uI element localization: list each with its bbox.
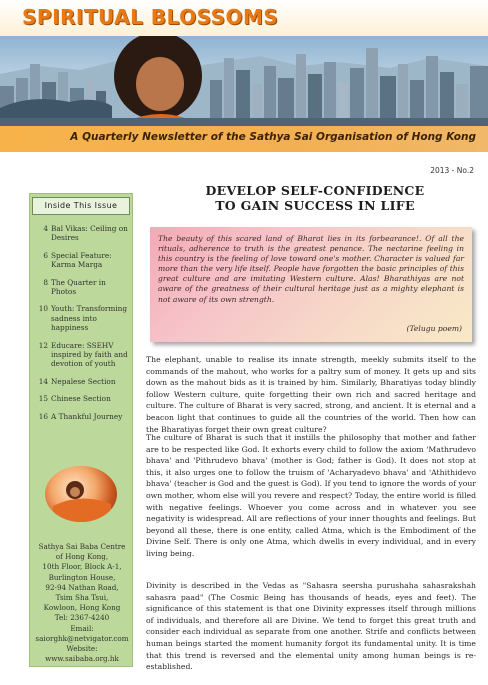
- toc-page: 8: [43, 277, 48, 287]
- poem-text: The beauty of this scared land of Bharat lies in its forbearance!. Of all the rituals, adherence to truth is the greatest penance. The nectarine feeling in this country is the feeling of love toward one's mother. Character is valued far more than the very life itself. People have forgotten the basic principles of this great culture and are imitating Western culture. Alas! Bharathiyas are not aware of the greatness of their cultural heritage just as a mighty elephant is not aware of its own strength.: [158, 234, 464, 304]
- newsletter-title: SPIRITUAL BLOSSOMS: [22, 5, 279, 29]
- poem-quote-box: [150, 227, 472, 342]
- address-line: Website:: [66, 644, 98, 654]
- subtitle-band: [0, 126, 488, 152]
- toc-label: A Thankful Journey: [51, 411, 123, 421]
- issue-number: 2013 - No.2: [430, 166, 474, 175]
- address-line: Kowloon, Hong Kong: [43, 603, 121, 613]
- title-bar: [0, 0, 488, 36]
- headline-line: TO GAIN SUCCESS IN LIFE: [215, 198, 415, 213]
- toc-label: Chinese Section: [51, 394, 111, 404]
- address-line: Sathya Sai Baba Centre: [38, 542, 126, 551]
- address-line: of Hong Kong,: [55, 552, 109, 562]
- toc-item: [36, 224, 132, 243]
- address-line: Burlington House,: [48, 572, 116, 582]
- toc-page: 6: [43, 250, 48, 260]
- toc-item: [36, 341, 132, 369]
- sidebar-photo: [45, 466, 117, 522]
- toc-item: [36, 377, 132, 386]
- inside-this-issue-label: Inside This Issue: [44, 201, 118, 210]
- newsletter-subtitle: A Quarterly Newsletter of the Sathya Sai Organisation of Hong Kong: [70, 131, 476, 143]
- email-link[interactable]: saiorghk@netvigator.com: [35, 633, 129, 643]
- toc-label: Bal Vikas: Ceiling on Desires: [51, 224, 128, 243]
- toc-page: 12: [38, 340, 48, 350]
- toc-label: Special Feature: Karma Marga: [51, 250, 112, 270]
- address-line: Tel: 2367-4240: [54, 613, 110, 623]
- article-paragraph: Divinity is described in the Vedas as "Sahasra seersha purushaha sahasrakshah sahasra paad" (The Cosmic Being has thousands of heads, eyes and feet). The significance of this statement is that one Divinity expresses itself through millions of individuals, and therefore all are Divine. We tend to forget this great truth and consider each individual as separate from one another. Strife and conflicts between human beings started the moment humanity forgot its fundamental unity. It is time that this trend is reversed and the elemental unity among human beings is re-established.: [146, 581, 476, 672]
- toc-item: [36, 304, 132, 332]
- article-paragraph: The culture of Bharat is such that it instills the philosophy that mother and father are to be respected like God. It exhorts every child to follow the axiom 'Mathrudevo bhava' and 'Pithrudevo bhava' (mother is God; father is God). It does not stop at this, it also urges one to follow the truism of 'Acharyadevo bhava' and 'Athithidevo bhava' (teacher is God and the guest is God). If you tend to ignore the words of your own mother, whom else will you revere and respect? Today, the entire world is filled with negative feelings. Whoever you come across and in whatever you see negativity is widespread. All are reflections of your inner thoughts and feelings. But beyond all these, there is one entity, called Atma, which is the Embodiment of the Divine Self. There is only one Atma, which dwells in every individual, and in every living being.: [146, 433, 476, 558]
- article-paragraph: The elephant, unable to realise its innate strength, meekly submits itself to the commands of the mahout, who works for a paltry sum of money. It gets up and sits down as the mahout bids as it is trained by him. Similarly, Bharatiyas today blindly follow Western culture, quite forgetting their own rich and sacred heritage and culture. The culture of Bharat is very sacred, strong, and ancient. It is eternal and a beacon light that continues to guide all the countries of the world. Then how can the Bharatiyas forget their own great culture?: [146, 355, 476, 434]
- toc-label: Nepalese Section: [51, 376, 116, 386]
- toc-item: [36, 278, 132, 297]
- address-line: 10th Floor, Block A-1,: [42, 562, 122, 572]
- toc-label: Educare: SSEHV inspired by faith and devotion of youth: [51, 340, 128, 369]
- address-line: 92-94 Nathan Road,: [45, 582, 119, 592]
- toc-item: [36, 412, 132, 421]
- sidebar: [29, 193, 133, 667]
- headline-line: DEVELOP SELF-CONFIDENCE: [205, 183, 425, 198]
- inside-this-issue-heading: [32, 197, 130, 215]
- toc-page: 16: [38, 411, 48, 421]
- toc-page: 14: [38, 376, 48, 386]
- table-of-contents: [36, 224, 132, 429]
- address-line: Tsim Sha Tsui,: [55, 593, 109, 603]
- toc-label: Youth: Transforming sadness into happiness: [51, 304, 128, 333]
- toc-page: 4: [43, 224, 48, 233]
- poem-credit: (Telugu poem): [406, 324, 462, 333]
- toc-item: [36, 251, 132, 270]
- article-headline: [150, 183, 480, 213]
- masthead: [0, 0, 488, 152]
- header-skyline-image: [0, 36, 488, 126]
- toc-item: [36, 394, 132, 403]
- toc-label: The Quarter in Photos: [51, 277, 106, 297]
- website-link[interactable]: www.saibaba.org.hk: [45, 654, 119, 664]
- centre-address: [30, 542, 134, 664]
- toc-page: 15: [38, 394, 48, 404]
- toc-page: 10: [38, 304, 48, 314]
- address-line: Email:: [70, 623, 94, 633]
